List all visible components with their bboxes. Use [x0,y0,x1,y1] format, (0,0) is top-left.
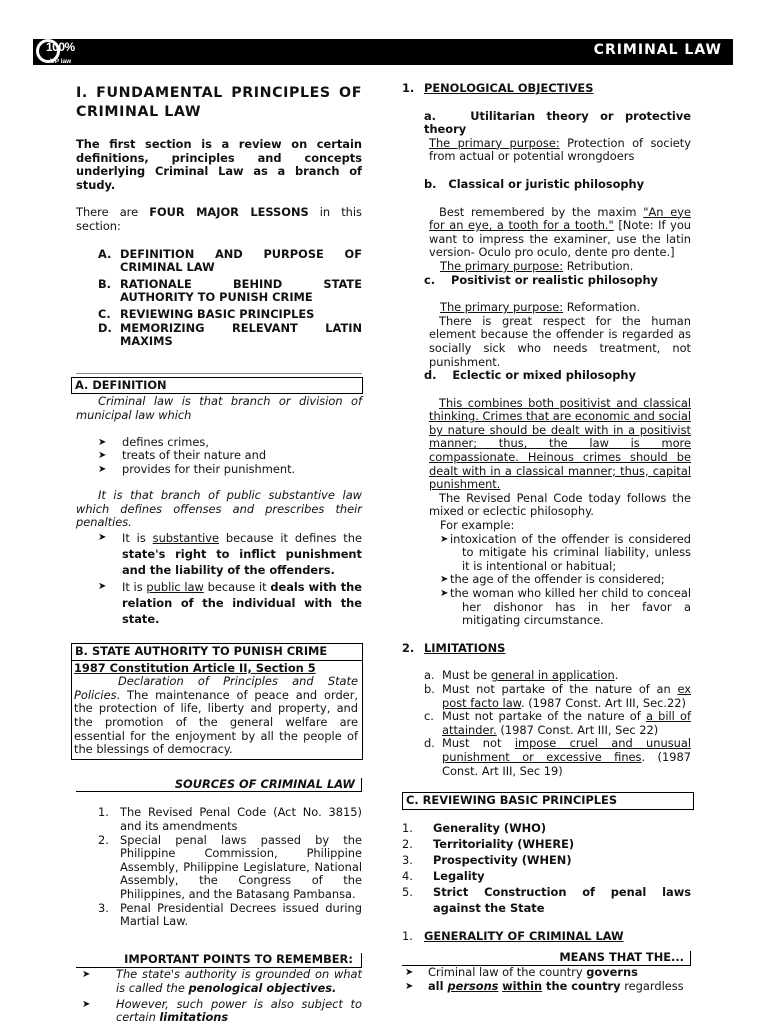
list-item: ➤ treats of their nature and [98,448,267,463]
right-column [402,82,691,993]
means-heading: MEANS THAT THE... [402,951,691,966]
intro-paragraph: The first section is a review on certain definitions, principles and concepts underlying Criminal Law as a branch of study. [76,137,362,192]
theory-c-title: c. Positivist or realistic philosophy [424,272,658,287]
list-item: 3. Penal Presidential Decrees issued during Martial Law. [98,900,362,929]
theory-a-purpose: The primary purpose: Protection of society from actual or potential wrongdoers [429,135,692,164]
list-item: ➤ the age of the offender is considered; [440,572,665,587]
theory-b-purpose: The primary purpose: Retribution. [440,258,634,273]
list-item: ➤ The state's authority is grounded on what is called the penological objectives. [82,967,362,995]
penological-heading: 1. PENOLOGICAL OBJECTIVES [402,81,594,95]
list-item: A. DEFINITION AND PURPOSE OF CRIMINAL LAW [98,246,362,275]
sources-list [98,806,362,928]
list-item: ➤ It is public law because it deals with the relation of the individual with the state. [98,580,362,627]
example-label: For example: [440,518,515,533]
points-list [76,968,362,1024]
list-item: 1. The Revised Penal Code (Act No. 3815) and its amendments [98,805,362,833]
definition-text: Criminal law is that branch or division of municipal law which [76,394,362,422]
lessons-intro: There are FOUR MAJOR LESSONS in this section: [76,205,362,233]
constitution-title: 1987 Constitution Article II, Section 5 [74,660,316,675]
definition-list [98,436,362,477]
limitations-heading: 2. LIMITATIONS [402,640,506,655]
examples-list [440,533,691,628]
theory-d-text-2: The Revised Penal Code today follows the mixed or eclectic philosophy. [429,490,691,519]
theory-b-title: b. Classical or juristic philosophy [424,176,645,191]
list-item: ➤ It is substantive because it defines the state's right to inflict punishment and the liability of the offenders. [98,531,362,578]
list-item: ➤ defines crimes, [98,434,209,449]
theory-c-purpose: The primary purpose: Reformation. [440,300,641,315]
list-item: 2. Territoriality (WHERE) [402,836,575,851]
lessons-list [98,248,362,349]
list-item: b. Must not partake of the nature of an ex post facto law. (1987 Const. Art III, Sec.22) [424,681,691,710]
theory-a-title: a. Utilitarian theory or protective theory [424,108,691,137]
left-column [76,84,362,1025]
list-item: ➤ Criminal law of the country governs [405,964,638,979]
definition-text-2: It is that branch of public substantive law which defines offenses and prescribes their penalties. [76,488,362,530]
list-item: c. Must not partake of the nature of a bill of attainder. (1987 Const. Art III, Sec 22) [424,709,691,737]
theory-b-text: Best remembered by the maxim "An eye for an eye, a tooth for a tooth." [Note: If you want to impress the examiner, use the latin version- Oculo pro oculo, dente pro dente.] [429,204,692,260]
list-item: ➤ all persons within the country regardless [405,978,684,993]
nature-list [98,530,362,627]
list-item: ➤ provides for their punishment. [98,461,296,476]
generality-list [402,966,691,993]
list-item: 5. Strict Construction of penal laws against the State [402,884,691,915]
section-heading: I. FUNDAMENTAL PRINCIPLES OF CRIMINAL LAW [76,85,362,120]
list-item: 3. Prospectivity (WHEN) [402,852,572,867]
logo-sub: UP law [50,58,72,65]
list-item: B. RATIONALE BEHIND STATE AUTHORITY TO PUNISH CRIME [98,276,362,305]
definition-box: A. DEFINITION [71,377,363,395]
list-item: 2. Special penal laws passed by the Philippine Commission, Philippine Assembly, Philippine Legislature, National Assembly, the Congress of the Philippines, and the Batasang Pambansa. [98,832,362,901]
constitution-text: Declaration of Principles and State Policies. The maintenance of peace and order, the protection of life, liberty and property, and the promotion of the general welfare are essential for the enjoyment by all the people of the blessings of democracy. [74,674,358,757]
list-item: ➤ intoxication of the offender is considered to mitigate his criminal liability, unless it is intentional or habitual; [440,531,691,573]
list-item: a. Must be general in application. [424,668,619,683]
logo-number: 100% [46,40,75,54]
principles-list [402,820,691,916]
list-item: D. MEMORIZING RELEVANT LATIN MAXIMS [98,320,362,349]
list-item: 1. Generality (WHO) [402,820,547,835]
constitution-box [71,661,363,760]
state-authority-box: B. STATE AUTHORITY TO PUNISH CRIME [71,643,363,661]
limitations-list [424,669,691,778]
up-law-logo [36,38,82,66]
list-item: C. REVIEWING BASIC PRINCIPLES [98,306,315,321]
page-title: CRIMINAL LAW [593,42,722,58]
divider [76,373,362,374]
theory-d-text: This combines both positivist and classical thinking. Crimes that are economic and social by nature should be dealt with in a positivist manner; thus, the law is more compassionate. Heinous crimes should be dealt with in a classical manner; thus, capital punishment. [429,395,691,492]
list-item: 4. Legality [402,868,485,883]
sources-heading: SOURCES OF CRIMINAL LAW [76,778,362,793]
theory-c-text: There is great respect for the human element because the offender is regarded as socially sick who needs treatment, not punishment. [429,313,691,369]
points-heading: IMPORTANT POINTS TO REMEMBER: [76,953,362,969]
basic-principles-box: C. REVIEWING BASIC PRINCIPLES [402,792,694,810]
theory-d-title: d. Eclectic or mixed philosophy [424,368,636,383]
list-item: ➤ the woman who killed her child to conceal her dishonor has in her favor a mitigating circumstance. [440,586,691,628]
list-item: d. Must not impose cruel and unusual punishment or excessive fines. (1987 Const. Art III, Sec 19) [424,736,691,778]
generality-heading: 1. GENERALITY OF CRIMINAL LAW [402,928,624,943]
list-item: ➤ However, such power is also subject to certain limitations [82,996,362,1025]
